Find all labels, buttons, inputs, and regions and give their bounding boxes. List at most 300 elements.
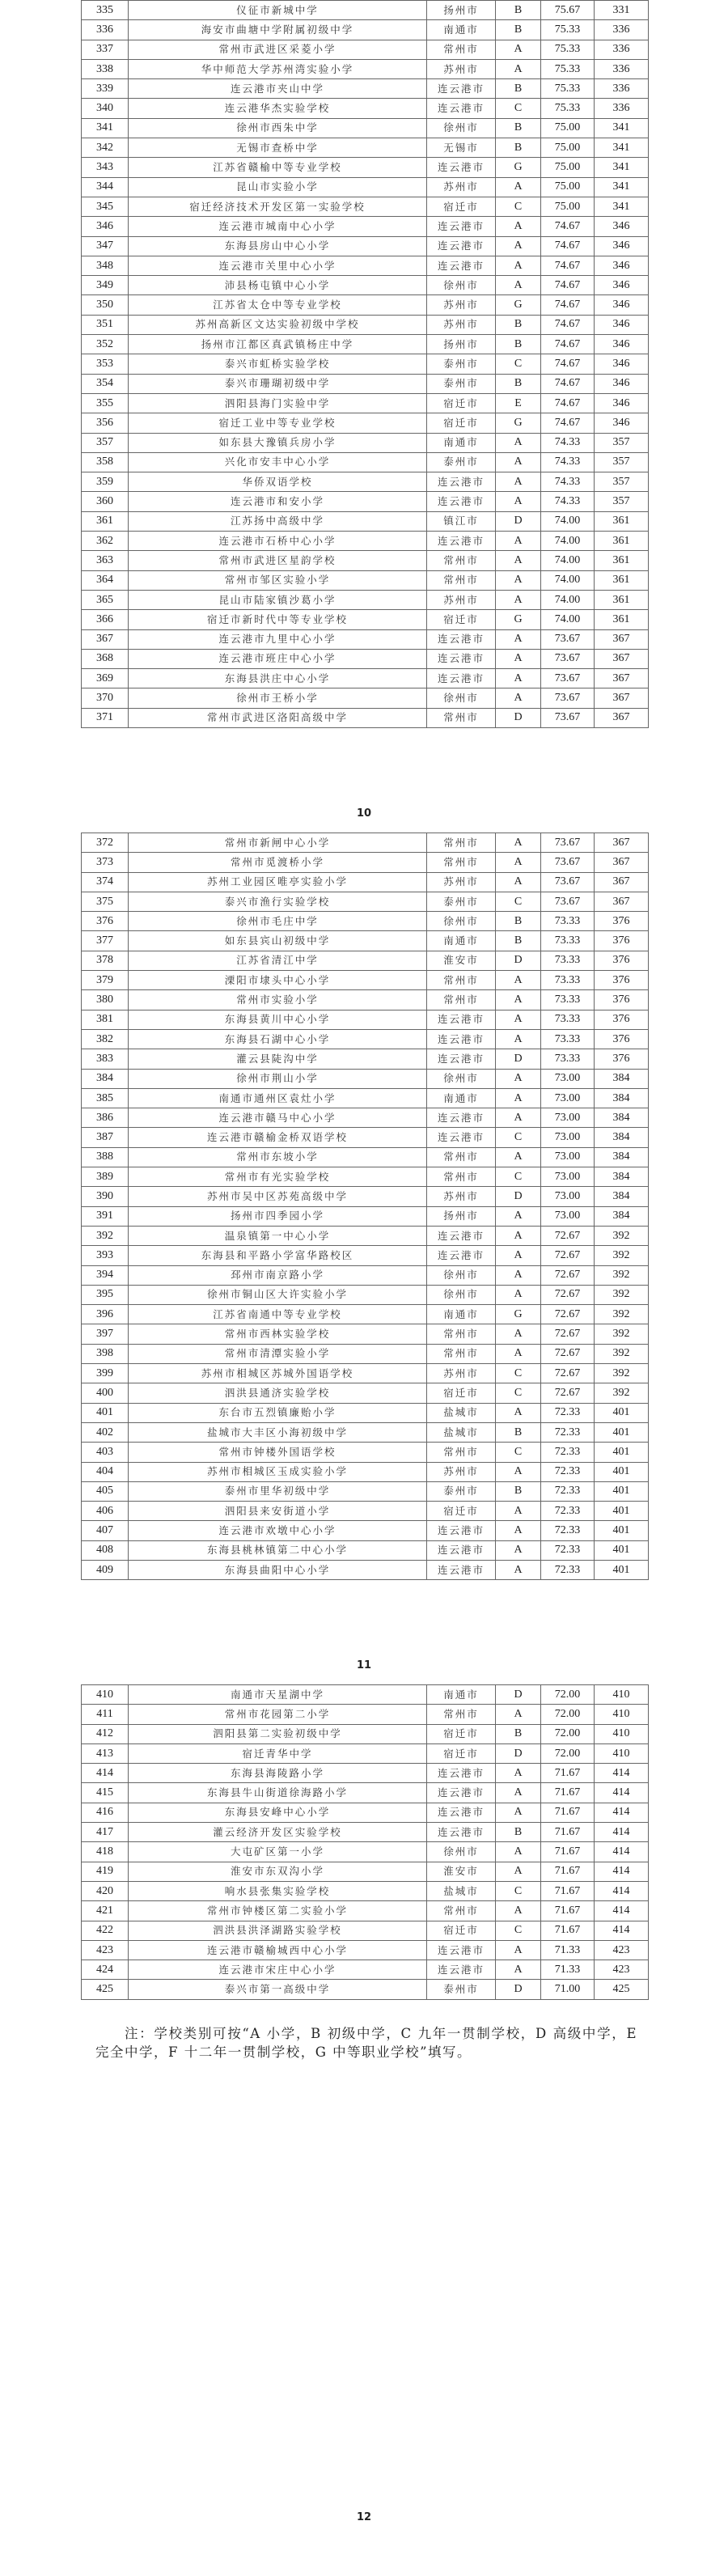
rank-cell: 336	[595, 40, 649, 59]
table-row	[82, 1901, 649, 1921]
row-number-cell: 412	[82, 1724, 129, 1743]
city-cell: 连云港市	[427, 79, 496, 99]
school-type-cell: A	[496, 1324, 541, 1344]
score-cell: 72.67	[541, 1383, 595, 1403]
rank-cell: 376	[595, 971, 649, 990]
school-name-cell: 连云港市欢墩中心小学	[129, 1521, 427, 1540]
row-number-cell: 358	[82, 452, 129, 472]
row-number-cell: 391	[82, 1206, 129, 1226]
table-row	[82, 59, 649, 78]
school-name-cell: 江苏省南通中等专业学校	[129, 1305, 427, 1324]
row-number-cell: 377	[82, 931, 129, 951]
rank-cell: 401	[595, 1443, 649, 1462]
row-number-cell: 372	[82, 833, 129, 853]
rank-cell: 392	[595, 1246, 649, 1265]
school-type-cell: C	[496, 1167, 541, 1187]
table-row	[82, 610, 649, 629]
score-cell: 74.33	[541, 433, 595, 452]
school-name-cell: 常州市西林实验学校	[129, 1324, 427, 1344]
city-cell: 南通市	[427, 1305, 496, 1324]
score-cell: 72.00	[541, 1724, 595, 1743]
score-cell: 73.00	[541, 1167, 595, 1187]
table-row	[82, 492, 649, 511]
row-number-cell: 422	[82, 1921, 129, 1940]
city-cell: 连云港市	[427, 99, 496, 118]
rank-cell: 346	[595, 374, 649, 393]
school-type-cell: B	[496, 931, 541, 951]
table-row	[82, 1881, 649, 1900]
score-cell: 73.33	[541, 951, 595, 970]
school-type-cell: A	[496, 1285, 541, 1304]
city-cell: 南通市	[427, 931, 496, 951]
row-number-cell: 385	[82, 1088, 129, 1108]
rank-cell: 357	[595, 472, 649, 492]
rank-cell: 367	[595, 688, 649, 708]
table-row	[82, 669, 649, 688]
school-type-cell: A	[496, 40, 541, 59]
school-type-cell: G	[496, 1305, 541, 1324]
rank-cell: 376	[595, 1010, 649, 1029]
row-number-cell: 420	[82, 1881, 129, 1900]
city-cell: 连云港市	[427, 1521, 496, 1540]
rank-cell: 367	[595, 649, 649, 668]
row-number-cell: 403	[82, 1443, 129, 1462]
rank-cell: 392	[595, 1265, 649, 1285]
table-row	[82, 1305, 649, 1324]
school-name-cell: 东台市五烈镇廉贻小学	[129, 1403, 427, 1422]
row-number-cell: 386	[82, 1108, 129, 1128]
rank-cell: 401	[595, 1481, 649, 1501]
table-row	[82, 1803, 649, 1822]
table-row	[82, 971, 649, 990]
table-row	[82, 413, 649, 433]
school-type-cell: B	[496, 374, 541, 393]
school-name-cell: 徐州市毛庄中学	[129, 912, 427, 931]
school-type-cell: C	[496, 1921, 541, 1940]
city-cell: 常州市	[427, 833, 496, 853]
school-name-cell: 连云港市关里中心小学	[129, 256, 427, 275]
school-name-cell: 常州市新闸中心小学	[129, 833, 427, 853]
city-cell: 苏州市	[427, 1364, 496, 1383]
city-cell: 常州市	[427, 1443, 496, 1462]
school-name-cell: 连云港市九里中心小学	[129, 629, 427, 649]
school-name-cell: 华侨双语学校	[129, 472, 427, 492]
school-name-cell: 徐州市王桥小学	[129, 688, 427, 708]
rank-cell: 376	[595, 1029, 649, 1049]
school-type-cell: B	[496, 20, 541, 40]
school-type-cell: B	[496, 1823, 541, 1842]
city-cell: 泰州市	[427, 1481, 496, 1501]
school-type-cell: C	[496, 1383, 541, 1403]
rank-cell: 367	[595, 669, 649, 688]
row-number-cell: 337	[82, 40, 129, 59]
table-row	[82, 1783, 649, 1803]
city-cell: 苏州市	[427, 315, 496, 334]
city-cell: 苏州市	[427, 1462, 496, 1481]
table-row	[82, 931, 649, 951]
school-name-cell: 溧阳市埭头中心小学	[129, 971, 427, 990]
city-cell: 常州市	[427, 1324, 496, 1344]
score-cell: 71.67	[541, 1823, 595, 1842]
rank-cell: 346	[595, 217, 649, 236]
school-name-cell: 连云港市夹山中学	[129, 79, 427, 99]
rank-cell: 401	[595, 1403, 649, 1422]
school-type-cell: A	[496, 1502, 541, 1521]
table-row	[82, 1724, 649, 1743]
score-cell: 74.00	[541, 511, 595, 531]
score-cell: 75.33	[541, 59, 595, 78]
school-name-cell: 扬州市四季园小学	[129, 1206, 427, 1226]
score-cell: 74.67	[541, 413, 595, 433]
score-cell: 74.00	[541, 551, 595, 570]
city-cell: 连云港市	[427, 1049, 496, 1069]
table-row	[82, 1743, 649, 1763]
school-type-cell: A	[496, 256, 541, 275]
row-number-cell: 380	[82, 990, 129, 1010]
row-number-cell: 388	[82, 1147, 129, 1167]
city-cell: 常州市	[427, 971, 496, 990]
school-name-cell: 泗阳县海门实验中学	[129, 393, 427, 413]
table-row	[82, 1940, 649, 1960]
rank-cell: 423	[595, 1940, 649, 1960]
table-row	[82, 1842, 649, 1862]
school-type-cell: A	[496, 1108, 541, 1128]
score-cell: 71.67	[541, 1764, 595, 1783]
table-row	[82, 1167, 649, 1187]
city-cell: 连云港市	[427, 669, 496, 688]
school-type-cell: A	[496, 236, 541, 256]
table-row	[82, 951, 649, 970]
rank-cell: 367	[595, 833, 649, 853]
city-cell: 徐州市	[427, 688, 496, 708]
table-row	[82, 354, 649, 374]
rank-cell: 414	[595, 1823, 649, 1842]
table-row	[82, 833, 649, 853]
school-name-cell: 苏州市相城区玉成实验小学	[129, 1462, 427, 1481]
school-name-cell: 东海县和平路小学富华路校区	[129, 1246, 427, 1265]
city-cell: 徐州市	[427, 276, 496, 295]
school-name-cell: 温泉镇第一中心小学	[129, 1226, 427, 1245]
score-cell: 75.00	[541, 177, 595, 197]
score-cell: 73.67	[541, 833, 595, 853]
school-name-cell: 如东县大豫镇兵房小学	[129, 433, 427, 452]
row-number-cell: 374	[82, 872, 129, 892]
row-number-cell: 346	[82, 217, 129, 236]
row-number-cell: 396	[82, 1305, 129, 1324]
score-cell: 74.00	[541, 532, 595, 551]
city-cell: 常州市	[427, 1705, 496, 1724]
city-cell: 徐州市	[427, 1265, 496, 1285]
footnote: 注：学校类别可按“A 小学，B 初级中学，C 九年一贯制学校，D 高级中学，E 完全中学，F 十二年一贯制学校，G 中等职业学校”填写。	[95, 2026, 637, 2060]
school-type-cell: A	[496, 1069, 541, 1088]
table-row	[82, 1823, 649, 1842]
table-row	[82, 649, 649, 668]
school-type-cell: A	[496, 1783, 541, 1803]
table-row	[82, 1285, 649, 1304]
row-number-cell: 402	[82, 1422, 129, 1442]
score-cell: 74.67	[541, 393, 595, 413]
school-type-cell: A	[496, 853, 541, 872]
score-cell: 74.67	[541, 315, 595, 334]
school-name-cell: 常州市觅渡桥小学	[129, 853, 427, 872]
city-cell: 泰州市	[427, 452, 496, 472]
school-name-cell: 苏州高新区文达实验初级中学校	[129, 315, 427, 334]
rank-cell: 392	[595, 1285, 649, 1304]
school-type-cell: A	[496, 452, 541, 472]
city-cell: 常州市	[427, 1344, 496, 1363]
city-cell: 盐城市	[427, 1881, 496, 1900]
school-type-cell: G	[496, 295, 541, 315]
row-number-cell: 424	[82, 1960, 129, 1980]
school-name-cell: 江苏扬中高级中学	[129, 511, 427, 531]
school-name-cell: 东海县洪庄中心小学	[129, 669, 427, 688]
school-name-cell: 大屯矿区第一小学	[129, 1842, 427, 1862]
school-type-cell: B	[496, 1422, 541, 1442]
school-type-cell: D	[496, 1743, 541, 1763]
school-type-cell: C	[496, 197, 541, 216]
city-cell: 淮安市	[427, 1862, 496, 1881]
row-number-cell: 417	[82, 1823, 129, 1842]
table-row	[82, 315, 649, 334]
city-cell: 常州市	[427, 570, 496, 590]
score-cell: 74.67	[541, 256, 595, 275]
rank-cell: 401	[595, 1462, 649, 1481]
school-type-cell: A	[496, 1862, 541, 1881]
school-name-cell: 常州市邹区实验小学	[129, 570, 427, 590]
row-number-cell: 408	[82, 1540, 129, 1560]
school-type-cell: A	[496, 971, 541, 990]
score-cell: 72.33	[541, 1422, 595, 1442]
row-number-cell: 421	[82, 1901, 129, 1921]
table-row	[82, 1705, 649, 1724]
row-number-cell: 340	[82, 99, 129, 118]
row-number-cell: 359	[82, 472, 129, 492]
school-type-cell: A	[496, 492, 541, 511]
school-name-cell: 华中师范大学苏州湾实验小学	[129, 59, 427, 78]
school-type-cell: A	[496, 1246, 541, 1265]
city-cell: 宿迁市	[427, 197, 496, 216]
rank-cell: 346	[595, 335, 649, 354]
rank-cell: 361	[595, 590, 649, 609]
table-row	[82, 1540, 649, 1560]
school-name-cell: 昆山市实验小学	[129, 177, 427, 197]
table-row	[82, 1108, 649, 1128]
school-name-cell: 连云港市赣榆金桥双语学校	[129, 1128, 427, 1147]
school-type-cell: A	[496, 433, 541, 452]
rank-cell: 392	[595, 1383, 649, 1403]
rank-cell: 376	[595, 1049, 649, 1069]
table-row	[82, 590, 649, 609]
rank-cell: 336	[595, 99, 649, 118]
city-cell: 苏州市	[427, 295, 496, 315]
school-name-cell: 泗洪县洪泽湖路实验学校	[129, 1921, 427, 1940]
row-number-cell: 381	[82, 1010, 129, 1029]
school-name-cell: 徐州市西朱中学	[129, 118, 427, 138]
rank-cell: 376	[595, 912, 649, 931]
row-number-cell: 376	[82, 912, 129, 931]
school-name-cell: 东海县安峰中心小学	[129, 1803, 427, 1822]
city-cell: 常州市	[427, 990, 496, 1010]
score-cell: 73.33	[541, 971, 595, 990]
score-cell: 72.00	[541, 1685, 595, 1705]
school-name-cell: 常州市钟楼外国语学校	[129, 1443, 427, 1462]
row-number-cell: 382	[82, 1029, 129, 1049]
school-type-cell: C	[496, 1881, 541, 1900]
city-cell: 南通市	[427, 20, 496, 40]
school-type-cell: D	[496, 1980, 541, 1999]
city-cell: 宿迁市	[427, 1743, 496, 1763]
row-number-cell: 367	[82, 629, 129, 649]
row-number-cell: 398	[82, 1344, 129, 1363]
school-type-cell: A	[496, 1088, 541, 1108]
city-cell: 常州市	[427, 551, 496, 570]
score-cell: 73.67	[541, 853, 595, 872]
rank-cell: 384	[595, 1069, 649, 1088]
row-number-cell: 335	[82, 1, 129, 20]
city-cell: 连云港市	[427, 1940, 496, 1960]
city-cell: 连云港市	[427, 629, 496, 649]
school-name-cell: 泗洪县通济实验学校	[129, 1383, 427, 1403]
table-row	[82, 892, 649, 911]
city-cell: 连云港市	[427, 1560, 496, 1579]
table-row	[82, 1, 649, 20]
row-number-cell: 339	[82, 79, 129, 99]
rank-cell: 410	[595, 1743, 649, 1763]
rank-cell: 392	[595, 1324, 649, 1344]
city-cell: 扬州市	[427, 1, 496, 20]
row-number-cell: 352	[82, 335, 129, 354]
school-name-cell: 盐城市大丰区小海初级中学	[129, 1422, 427, 1442]
row-number-cell: 343	[82, 158, 129, 177]
score-cell: 72.67	[541, 1344, 595, 1363]
school-name-cell: 东海县牛山街道徐海路小学	[129, 1783, 427, 1803]
score-cell: 72.67	[541, 1285, 595, 1304]
school-type-cell: C	[496, 892, 541, 911]
school-type-cell: A	[496, 872, 541, 892]
rank-cell: 367	[595, 853, 649, 872]
city-cell: 扬州市	[427, 1206, 496, 1226]
score-cell: 71.67	[541, 1783, 595, 1803]
row-number-cell: 360	[82, 492, 129, 511]
school-name-cell: 连云港市石桥中心小学	[129, 532, 427, 551]
city-cell: 南通市	[427, 1088, 496, 1108]
table-row	[82, 1344, 649, 1363]
school-type-cell: A	[496, 1901, 541, 1921]
score-cell: 72.67	[541, 1364, 595, 1383]
school-name-cell: 东海县桃林镇第二中心小学	[129, 1540, 427, 1560]
city-cell: 常州市	[427, 708, 496, 727]
school-name-cell: 南通市天星湖中学	[129, 1685, 427, 1705]
school-name-cell: 宿迁市新时代中等专业学校	[129, 610, 427, 629]
school-name-cell: 连云港华杰实验学校	[129, 99, 427, 118]
row-number-cell: 370	[82, 688, 129, 708]
score-cell: 72.33	[541, 1443, 595, 1462]
school-name-cell: 灌云县陡沟中学	[129, 1049, 427, 1069]
city-cell: 宿迁市	[427, 610, 496, 629]
score-cell: 73.67	[541, 872, 595, 892]
row-number-cell: 354	[82, 374, 129, 393]
city-cell: 连云港市	[427, 1010, 496, 1029]
table-row	[82, 1403, 649, 1422]
table-row	[82, 1560, 649, 1579]
city-cell: 连云港市	[427, 1764, 496, 1783]
table-row	[82, 1462, 649, 1481]
row-number-cell: 344	[82, 177, 129, 197]
row-number-cell: 389	[82, 1167, 129, 1187]
school-name-cell: 常州市实验小学	[129, 990, 427, 1010]
city-cell: 连云港市	[427, 1108, 496, 1128]
city-cell: 连云港市	[427, 1128, 496, 1147]
school-name-cell: 响水县张集实验学校	[129, 1881, 427, 1900]
school-name-cell: 扬州市江都区真武镇杨庄中学	[129, 335, 427, 354]
row-number-cell: 390	[82, 1187, 129, 1206]
city-cell: 宿迁市	[427, 393, 496, 413]
rank-cell: 336	[595, 79, 649, 99]
score-cell: 72.67	[541, 1226, 595, 1245]
school-type-cell: A	[496, 669, 541, 688]
school-name-cell: 常州市钟楼区第二实验小学	[129, 1901, 427, 1921]
rank-cell: 361	[595, 610, 649, 629]
table-row	[82, 853, 649, 872]
row-number-cell: 401	[82, 1403, 129, 1422]
score-cell: 72.33	[541, 1540, 595, 1560]
table-row	[82, 1246, 649, 1265]
rank-cell: 414	[595, 1862, 649, 1881]
rank-cell: 414	[595, 1881, 649, 1900]
rank-cell: 401	[595, 1422, 649, 1442]
score-cell: 71.67	[541, 1803, 595, 1822]
row-number-cell: 361	[82, 511, 129, 531]
rank-cell: 384	[595, 1187, 649, 1206]
city-cell: 连云港市	[427, 532, 496, 551]
rank-cell: 392	[595, 1305, 649, 1324]
score-cell: 73.00	[541, 1206, 595, 1226]
table-row	[82, 1443, 649, 1462]
city-cell: 盐城市	[427, 1422, 496, 1442]
score-cell: 73.00	[541, 1187, 595, 1206]
school-type-cell: A	[496, 1344, 541, 1363]
row-number-cell: 392	[82, 1226, 129, 1245]
table-row	[82, 1422, 649, 1442]
score-cell: 72.33	[541, 1521, 595, 1540]
school-type-cell: D	[496, 708, 541, 727]
row-number-cell: 368	[82, 649, 129, 668]
score-cell: 72.33	[541, 1560, 595, 1579]
rank-cell: 384	[595, 1147, 649, 1167]
city-cell: 南通市	[427, 433, 496, 452]
school-name-cell: 南通市通州区袁灶小学	[129, 1088, 427, 1108]
row-number-cell: 357	[82, 433, 129, 452]
table-row	[82, 1364, 649, 1383]
score-cell: 75.00	[541, 158, 595, 177]
table-row	[82, 433, 649, 452]
rank-cell: 346	[595, 236, 649, 256]
table-row	[82, 335, 649, 354]
row-number-cell: 393	[82, 1246, 129, 1265]
school-type-cell: C	[496, 99, 541, 118]
rank-cell: 410	[595, 1724, 649, 1743]
rank-cell: 392	[595, 1226, 649, 1245]
score-cell: 73.00	[541, 1088, 595, 1108]
table-row	[82, 1521, 649, 1540]
city-cell: 连云港市	[427, 158, 496, 177]
score-cell: 75.33	[541, 40, 595, 59]
table-row	[82, 197, 649, 216]
row-number-cell: 383	[82, 1049, 129, 1069]
rank-cell: 346	[595, 256, 649, 275]
table-row	[82, 990, 649, 1010]
school-type-cell: G	[496, 413, 541, 433]
